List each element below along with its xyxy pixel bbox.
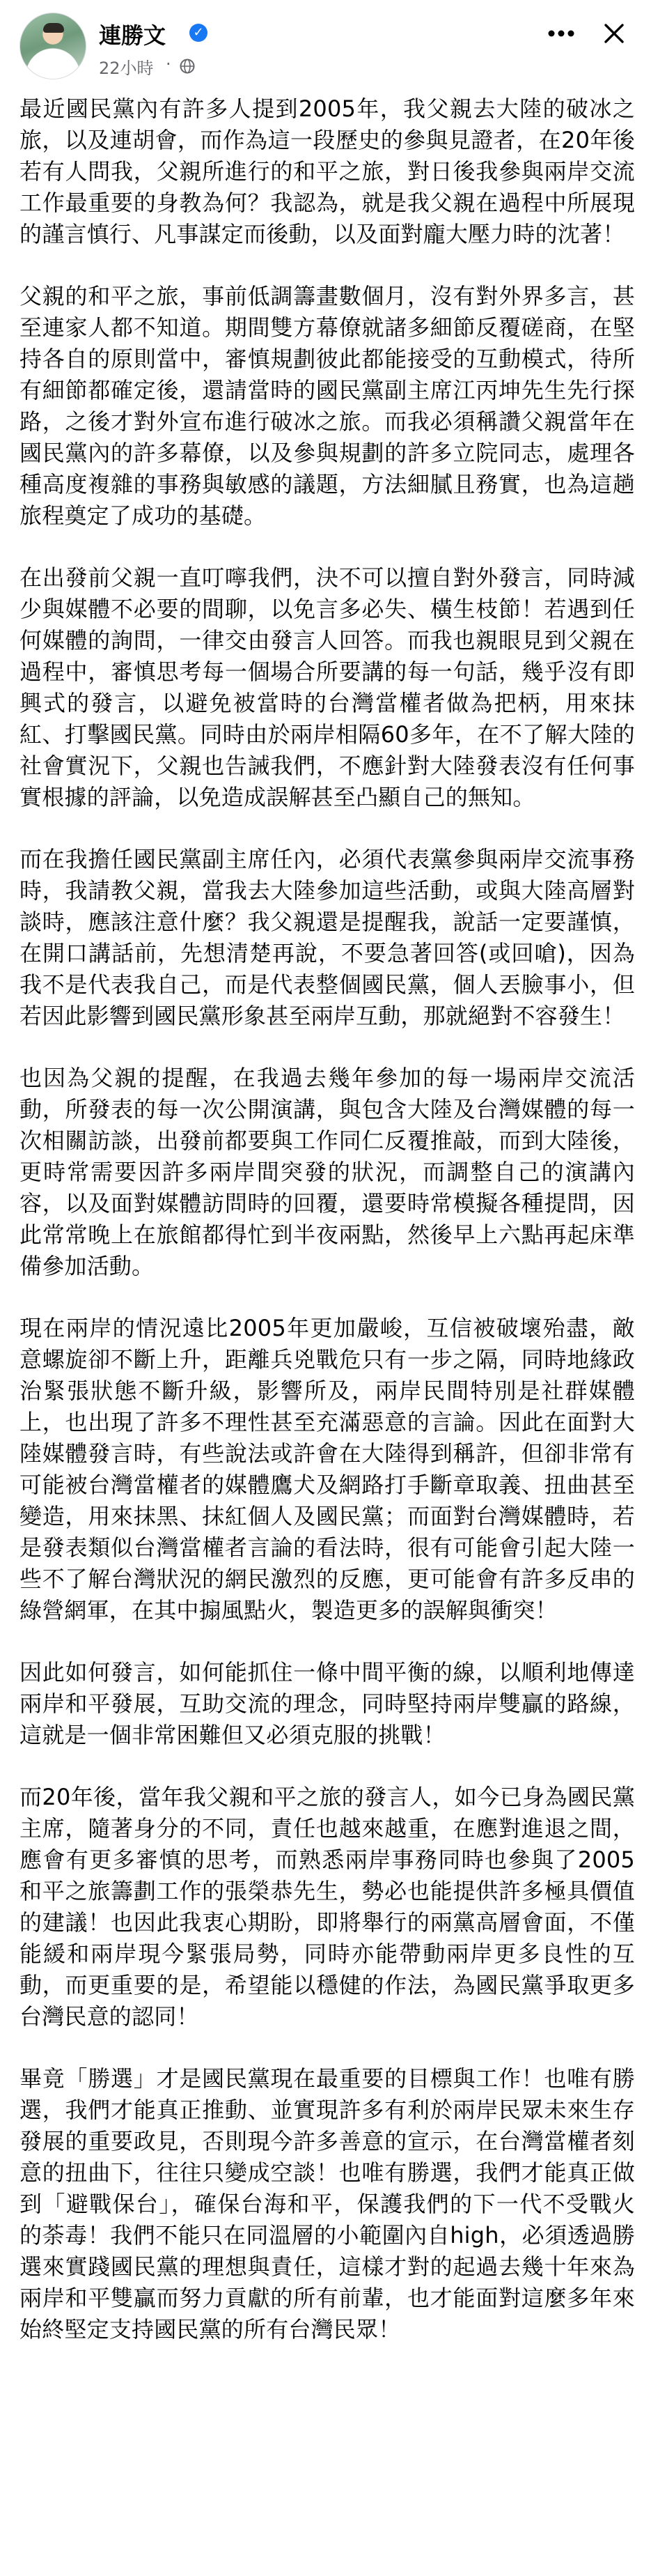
- close-icon[interactable]: [600, 20, 628, 47]
- post-paragraph: 也因為父親的提醒，在我過去幾年參加的每一場兩岸交流活動，所發表的每一次公開演講，與包含大陸及台灣媒體的每一次相關訪談，出發前都要與工作同仁反覆推敲，而到大陸後，更時常需要因許多兩岸間突發的狀況，而調整自己的演講內容，以及面對媒體訪問時的回覆，還要時常模擬各種提問，因此常常晚上在旅館都得忙到半夜兩點，然後早上六點再起床準備參加活動。: [19, 1065, 635, 1279]
- post-paragraph: 最近國民黨內有許多人提到2005年，我父親去大陸的破冰之旅，以及連胡會，而作為這一段歷史的參與見證者，在20年後若有人問我，父親所進行的和平之旅，對日後我參與兩岸交流工作最重要的身教為何？我認為，就是我父親在過程中所展現的謹言慎行、凡事謀定而後動，以及面對龐大壓力時的沈著！: [19, 95, 635, 247]
- more-options-icon[interactable]: [544, 20, 578, 47]
- post-paragraph: 而20年後，當年我父親和平之旅的發言人，如今已身為國民黨主席，隨著身分的不同，責任也越來越重，在應對進退之間，應會有更多審慎的思考，而熟悉兩岸事務同時也參與了2005和平之旅籌劃工作的張榮恭先生，勢必也能提供許多極具價值的建議！也因此我衷心期盼，即將舉行的兩黨高層會面，不僅能緩和兩岸現今緊張局勢，同時亦能帶動兩岸更多良性的互動，而更重要的是，希望能以穩健的作法，為國民黨爭取更多台灣民意的認同！: [19, 1784, 635, 2030]
- post-paragraph: 而在我擔任國民黨副主席任內，必須代表黨參與兩岸交流事務時，我請教父親，當我去大陸參加這些活動，或與大陸高層對談時，應該注意什麼？我父親還是提醒我，說話一定要謹慎，在開口講話前，先想清楚再說，不要急著回答(或回嗆)，因為我不是代表我自己，而是代表整個國民黨，個人丟臉事小，但若因此影響到國民黨形象甚至兩岸互動，那就絕對不容發生！: [19, 846, 635, 1029]
- post-body: [19, 93, 635, 2376]
- author-avatar[interactable]: [19, 13, 86, 79]
- author-name[interactable]: 連勝文: [99, 22, 166, 49]
- post-paragraph: 在出發前父親一直叮嚀我們，決不可以擅自對外發言，同時減少與媒體不必要的間聊，以免言多必失、橫生枝節！若遇到任何媒體的詢問，一律交由發言人回答。而我也親眼見到父親在過程中，審慎思考每一個場合所要講的每一句話，幾乎沒有即興式的發言，以避免被當時的台灣當權者做為把柄，用來抹紅、打擊國民黨。同時由於兩岸相隔60多年，在不了解大陸的社會實況下，父親也告誡我們，不應針對大陸發表沒有任何事實根據的評論，以免造成誤解甚至凸顯自己的無知。: [19, 564, 635, 810]
- post-header: [0, 0, 651, 98]
- post-paragraph: 畢竟「勝選」才是國民黨現在最重要的目標與工作！也唯有勝選，我們才能真正推動、並實現許多有利於兩岸民眾未來生存發展的重要政見，否則現今許多善意的宣示，在台灣當權者刻意的扭曲下，往往只變成空談！也唯有勝選，我們才能真正做到「避戰保台」，確保台海和平，保護我們的下一代不受戰火的荼毒！我們不能只在同溫層的小範圍內自high，必須透過勝選來實踐國民黨的理想與責任，這樣才對的起過去幾十年來為兩岸和平雙贏而努力貢獻的所有前輩，也才能面對這麼多年來始終堅定支持國民黨的所有台灣民眾！: [19, 2065, 635, 2343]
- verified-badge-icon: ✓: [189, 24, 207, 42]
- post-paragraph: 父親的和平之旅，事前低調籌畫數個月，沒有對外界多言，甚至連家人都不知道。期間雙方幕僚就諸多細節反覆磋商，在堅持各自的原則當中，審慎規劃彼此都能接受的互動模式，待所有細節都確定後，還請當時的國民黨副主席江丙坤先生先行探路，之後才對外宣布進行破冰之旅。而我必須稱讚父親當年在國民黨內的許多幕僚，以及參與規劃的許多立院同志，處理各種高度複雜的事務與敏感的議題，方法細膩且務實，也為這趟旅程奠定了成功的基礎。: [19, 283, 635, 529]
- post-paragraph: 現在兩岸的情況遠比2005年更加嚴峻，互信被破壞殆盡，敵意螺旋卻不斷上升，距離兵兇戰危只有一步之隔，同時地緣政治緊張狀態不斷升級，影響所及，兩岸民間特別是社群媒體上，也出現了許多不理性甚至充滿惡意的言論。因此在面對大陸媒體發言時，有些說法或許會在大陸得到稱許，但卻非常有可能被台灣當權者的媒體鷹犬及網路打手斷章取義、扭曲甚至變造，用來抹黑、抹紅個人及國民黨；而面對台灣媒體時，若是發表類似台灣當權者言論的看法時，很有可能會引起大陸一些不了解台灣狀況的網民激烈的反應，更可能會有許多反串的綠營網軍，在其中搧風點火，製造更多的誤解與衝突！: [19, 1315, 635, 1624]
- post-paragraph: 因此如何發言，如何能抓住一條中間平衡的線，以順利地傳達兩岸和平發展，互助交流的理念，同時堅持兩岸雙贏的路線，這就是一個非常困難但又必須克服的挑戰！: [19, 1659, 635, 1748]
- post-timestamp[interactable]: 22小時: [99, 59, 154, 78]
- bottom-fade: [0, 2558, 651, 2576]
- avatar-hair-shape: [43, 23, 64, 33]
- globe-icon: [180, 59, 195, 74]
- timestamp-separator: ·: [166, 54, 171, 74]
